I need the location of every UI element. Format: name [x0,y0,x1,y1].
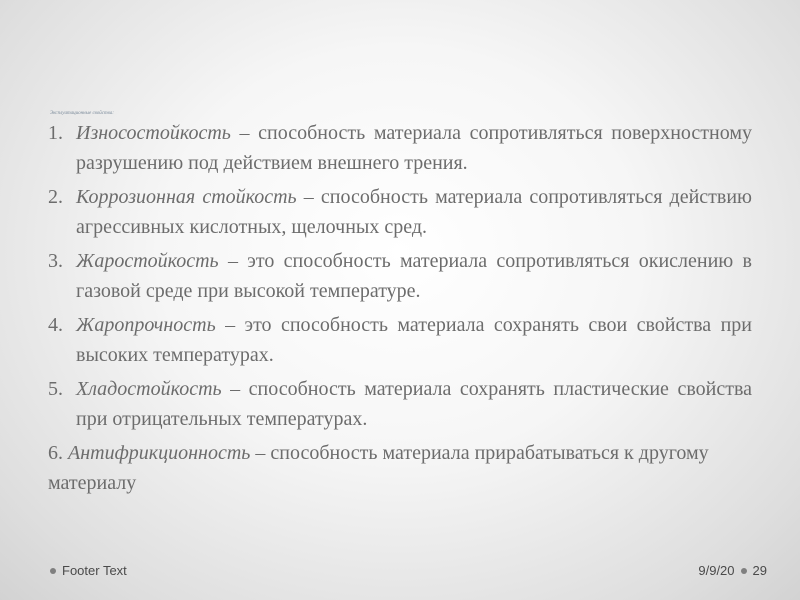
bullet-icon [50,568,56,574]
item-term: Антифрикционность [68,442,251,464]
list-item [48,438,752,498]
item-term: Жаростойкость [76,250,219,272]
item-number: 5. [48,378,63,400]
item-text: – способность материала прирабатываться к другому материалу [48,442,709,494]
slide-title: Эксплуатационные свойства: [50,111,114,116]
item-text: – это способность материала сохранять свои свойства при высоких температурах. [76,314,752,366]
item-number: 2. [48,186,63,208]
footer [50,563,127,578]
footer-meta [698,563,767,578]
item-term: Износостойкость [76,122,231,144]
footer-text: Footer Text [62,563,127,578]
item-number: 4. [48,314,63,336]
item-number: 6. [48,442,63,464]
item-text: – способность материала сопротивляться действию агрессивных кислотных, щелочных сред. [76,186,752,238]
item-text: – способность материала сохранять пластические свойства при отрицательных температурах. [76,378,752,430]
item-number: 3. [48,250,63,272]
item-text: – способность материала сопротивляться поверхностному разрушению под действием внешнего трения. [76,122,752,174]
list-item [48,374,752,434]
item-text: – это способность материала сопротивляться окислению в газовой среде при высокой температуре. [76,250,752,302]
list-item [48,118,752,178]
slide-content [48,118,752,498]
bullet-icon [741,568,747,574]
list-item [48,182,752,242]
page-number: 29 [752,563,767,578]
item-term: Жаропрочность [76,314,216,336]
footer-date: 9/9/20 [698,563,735,578]
item-term: Коррозионная стойкость [76,186,297,208]
item-term: Хладостойкость [76,378,222,400]
item-number: 1. [48,122,63,144]
list-item [48,246,752,306]
list-item [48,310,752,370]
